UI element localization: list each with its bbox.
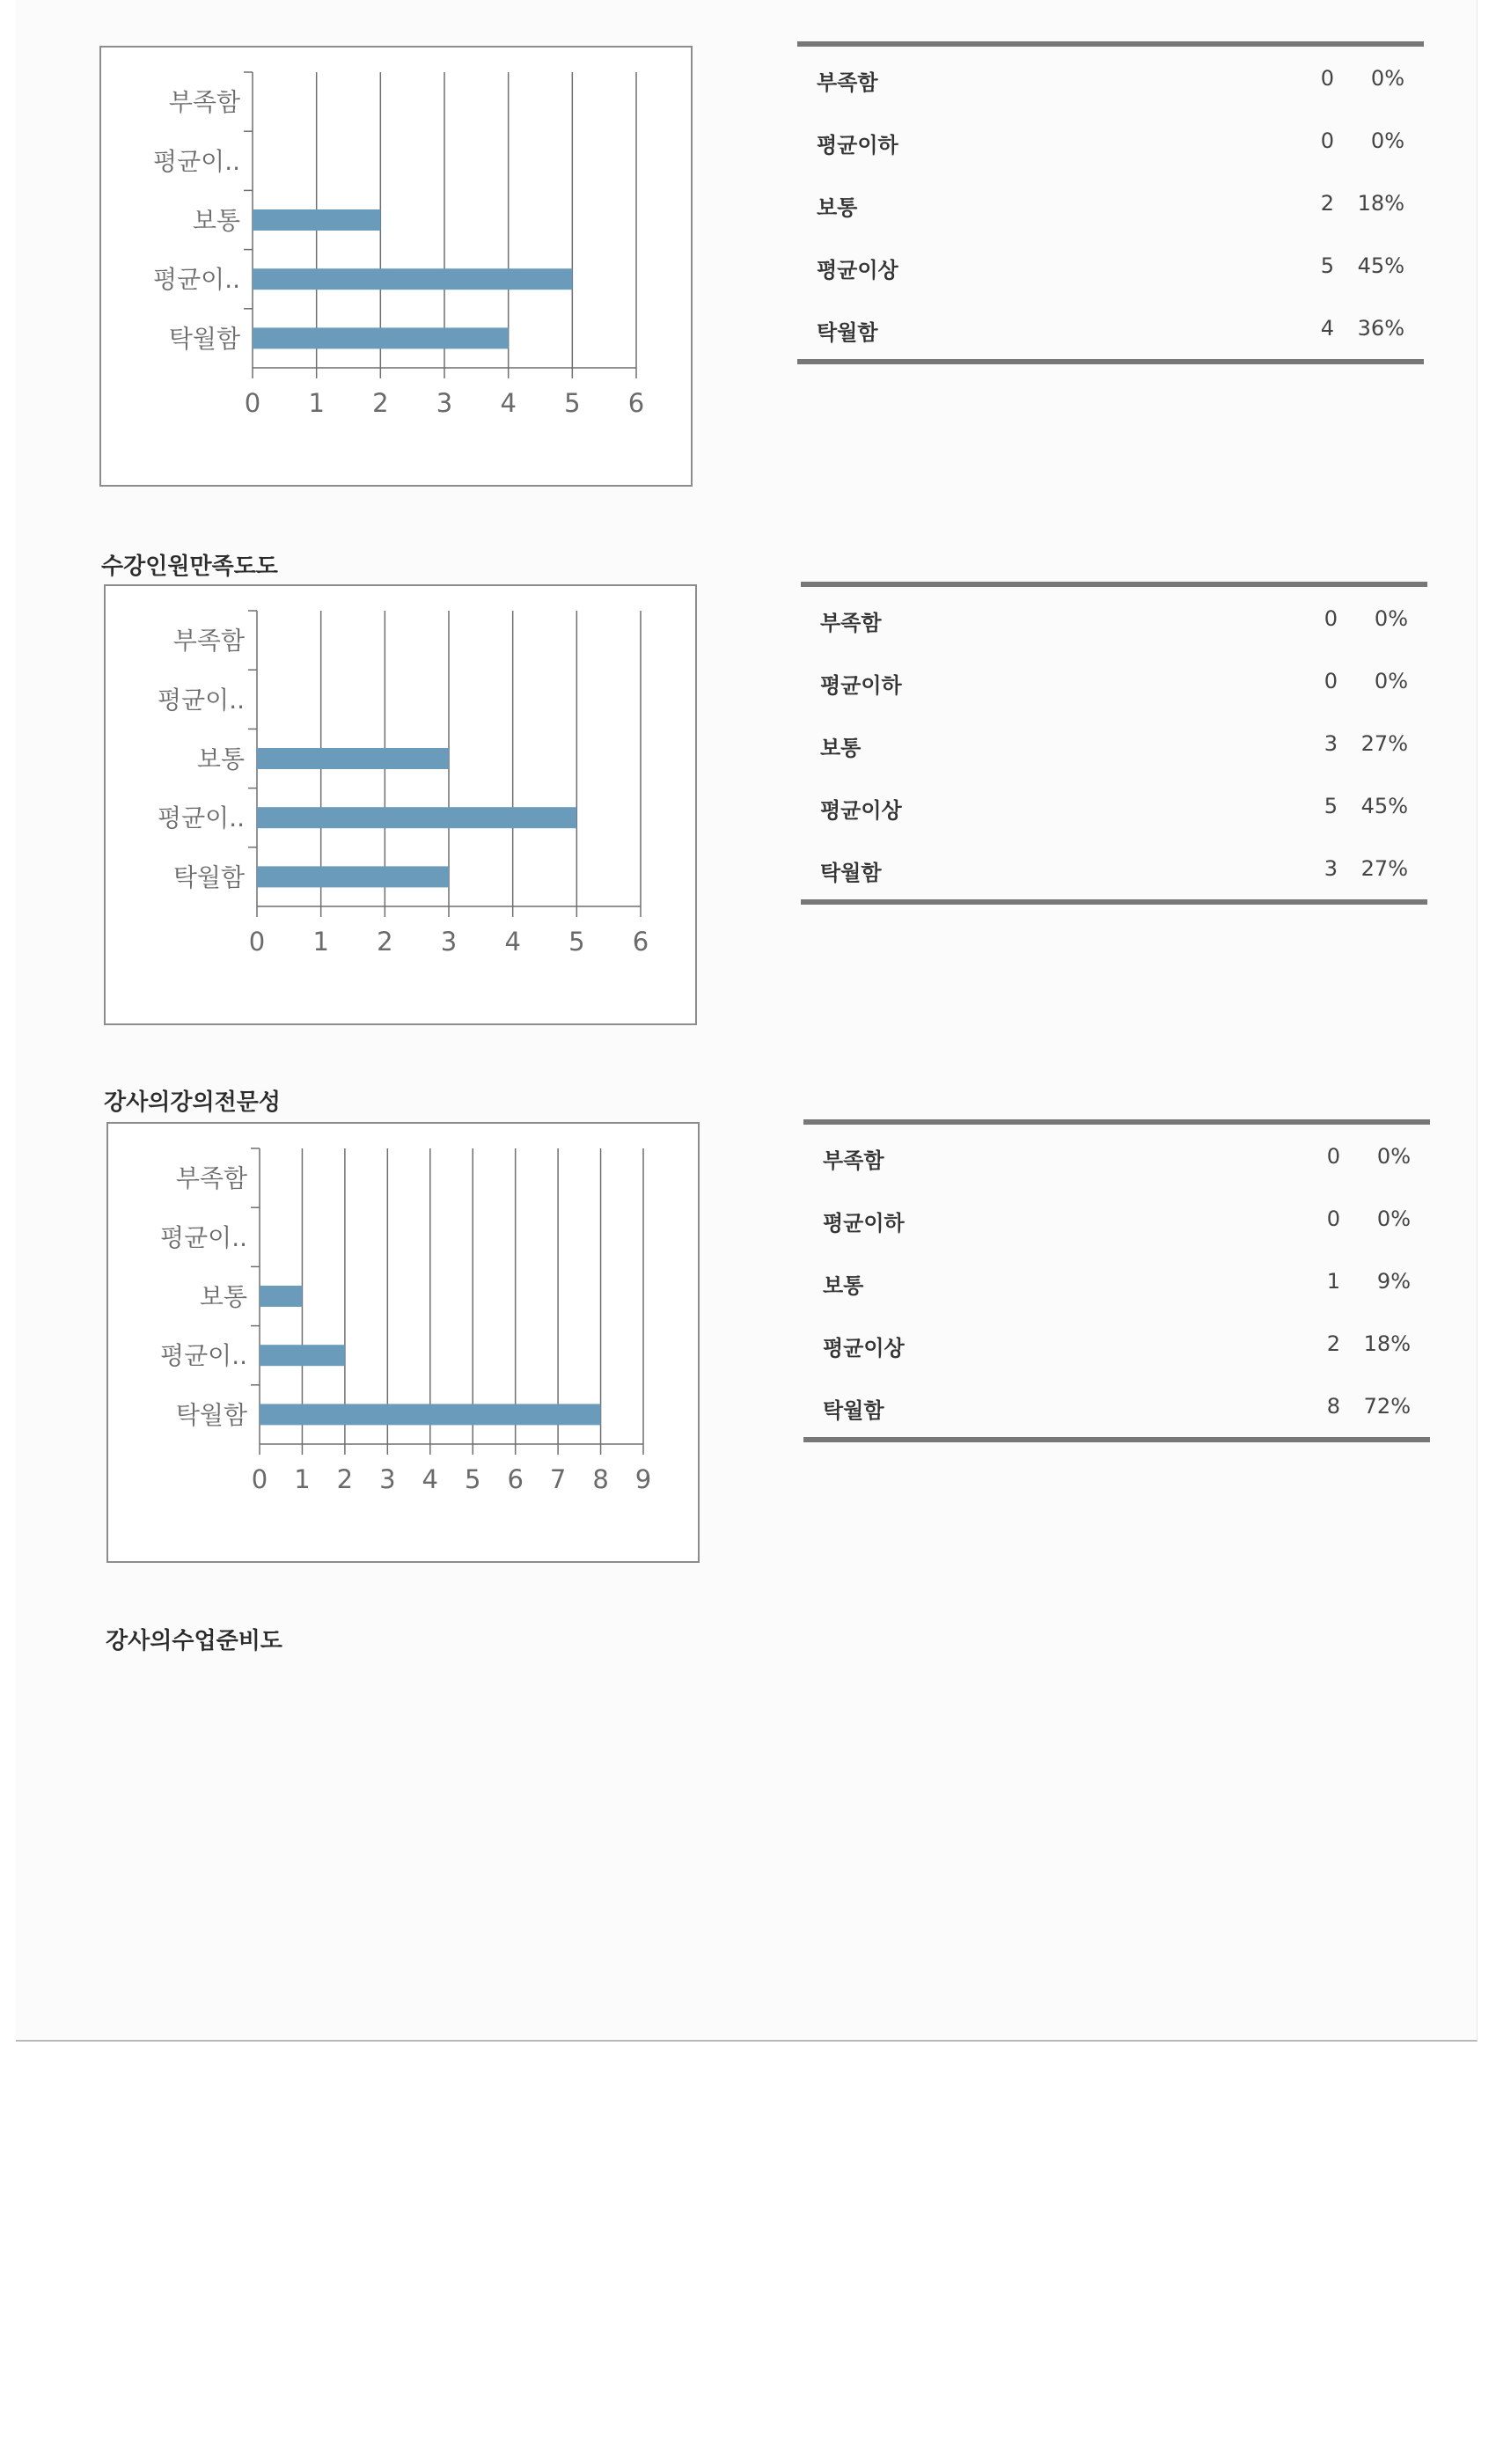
chart-svg <box>108 1124 698 1561</box>
x-tick-label: 5 <box>564 388 581 418</box>
row-count: 0 <box>1324 669 1338 693</box>
row-count: 3 <box>1324 856 1338 881</box>
row-count: 8 <box>1326 1394 1340 1419</box>
row-percent: 9% <box>1376 1269 1411 1294</box>
x-tick-label: 2 <box>336 1464 354 1494</box>
bar-5 <box>260 1404 601 1425</box>
bar-3 <box>257 748 449 769</box>
row-percent: 0% <box>1376 1144 1411 1169</box>
category-label: 부족함 <box>168 87 240 117</box>
x-tick-label: 0 <box>244 388 261 418</box>
x-tick-label: 1 <box>308 388 325 418</box>
row-percent: 45% <box>1360 794 1408 818</box>
table-row <box>801 649 1427 712</box>
x-tick-label: 3 <box>436 388 453 418</box>
category-label: 평균이.. <box>158 685 245 715</box>
x-tick-label: 7 <box>549 1464 567 1494</box>
x-tick-label: 5 <box>464 1464 481 1494</box>
x-tick-label: 4 <box>500 388 517 418</box>
x-tick-label: 2 <box>377 927 393 957</box>
section-title-3: 강사의수업준비도 <box>106 1628 282 1654</box>
bar-chart-3 <box>106 1122 700 1563</box>
table-row <box>797 47 1424 109</box>
x-tick-label: 9 <box>634 1464 652 1494</box>
row-label: 탁월함 <box>820 861 882 885</box>
row-count: 0 <box>1320 66 1334 91</box>
bar-chart-2 <box>104 584 697 1025</box>
table-row <box>797 297 1424 359</box>
x-tick-label: 4 <box>504 927 521 957</box>
bar-5 <box>253 327 509 348</box>
row-label: 보통 <box>820 736 862 760</box>
row-percent: 27% <box>1360 731 1408 756</box>
table-row <box>797 234 1424 297</box>
table-row <box>801 774 1427 837</box>
category-label: 보통 <box>192 206 240 235</box>
category-label: 탁월함 <box>172 862 245 892</box>
row-label: 탁월함 <box>817 320 878 345</box>
row-percent: 36% <box>1357 316 1404 341</box>
x-tick-label: 2 <box>372 388 389 418</box>
x-tick-label: 6 <box>507 1464 524 1494</box>
row-count: 0 <box>1320 128 1334 153</box>
row-percent: 0% <box>1374 606 1408 631</box>
row-label: 보통 <box>823 1273 864 1298</box>
x-tick-label: 3 <box>440 927 458 957</box>
row-label: 평균이상 <box>820 798 902 823</box>
table-row <box>801 712 1427 774</box>
category-label: 보통 <box>196 744 245 774</box>
section-title-2: 강사의강의전문성 <box>104 1089 281 1116</box>
row-percent: 18% <box>1357 191 1404 216</box>
row-count: 4 <box>1320 316 1334 341</box>
chart-svg <box>106 586 695 1023</box>
x-tick-label: 4 <box>422 1464 439 1494</box>
x-tick-label: 1 <box>312 927 329 957</box>
bar-chart-1 <box>99 46 693 487</box>
row-count: 3 <box>1324 731 1338 756</box>
table-row <box>801 587 1427 649</box>
row-label: 부족함 <box>820 611 882 635</box>
table-row <box>803 1312 1430 1375</box>
table-row <box>803 1250 1430 1312</box>
row-percent: 72% <box>1363 1394 1411 1419</box>
x-tick-label: 6 <box>627 388 645 418</box>
row-percent: 0% <box>1374 669 1408 693</box>
category-label: 부족함 <box>175 1163 247 1193</box>
row-count: 5 <box>1320 253 1334 278</box>
table-row <box>797 172 1424 234</box>
row-label: 부족함 <box>823 1148 884 1173</box>
row-count: 0 <box>1326 1206 1340 1231</box>
x-tick-label: 6 <box>632 927 649 957</box>
x-tick-label: 1 <box>294 1464 311 1494</box>
row-count: 0 <box>1326 1144 1340 1169</box>
category-label: 평균이.. <box>153 265 240 295</box>
category-label: 평균이.. <box>160 1222 247 1252</box>
category-label: 보통 <box>199 1282 247 1311</box>
stats-table-1 <box>797 41 1424 364</box>
row-count: 2 <box>1326 1331 1340 1356</box>
x-tick-label: 3 <box>379 1464 396 1494</box>
category-label: 평균이.. <box>158 803 245 833</box>
row-label: 평균이상 <box>817 258 898 282</box>
bar-5 <box>257 866 449 887</box>
row-label: 평균이하 <box>820 673 902 698</box>
row-percent: 0% <box>1370 66 1404 91</box>
x-tick-label: 0 <box>248 927 266 957</box>
table-row <box>803 1375 1430 1437</box>
table-row <box>797 109 1424 172</box>
row-percent: 27% <box>1360 856 1408 881</box>
row-label: 부족함 <box>817 70 878 95</box>
row-count: 1 <box>1326 1269 1340 1294</box>
category-label: 평균이.. <box>160 1341 247 1371</box>
row-count: 2 <box>1320 191 1334 216</box>
row-label: 보통 <box>817 195 858 220</box>
bar-3 <box>260 1286 302 1307</box>
row-label: 탁월함 <box>823 1398 884 1423</box>
category-label: 평균이.. <box>153 146 240 176</box>
chart-svg <box>101 48 691 485</box>
row-percent: 0% <box>1370 128 1404 153</box>
bar-4 <box>257 807 576 828</box>
bar-3 <box>253 209 380 231</box>
x-tick-label: 5 <box>568 927 585 957</box>
category-label: 탁월함 <box>175 1400 247 1430</box>
row-percent: 45% <box>1357 253 1404 278</box>
table-row <box>801 837 1427 899</box>
section-title-1: 수강인원만족도도 <box>101 554 278 580</box>
stats-table-2 <box>801 582 1427 905</box>
row-percent: 0% <box>1376 1206 1411 1231</box>
bar-4 <box>260 1345 345 1366</box>
table-row <box>803 1125 1430 1187</box>
category-label: 부족함 <box>172 626 245 656</box>
row-percent: 18% <box>1363 1331 1411 1356</box>
bar-4 <box>253 268 572 290</box>
stats-table-3 <box>803 1119 1430 1442</box>
table-row <box>803 1187 1430 1250</box>
row-count: 0 <box>1324 606 1338 631</box>
row-label: 평균이하 <box>817 133 898 158</box>
category-label: 탁월함 <box>168 324 240 354</box>
row-label: 평균이하 <box>823 1211 905 1236</box>
x-tick-label: 8 <box>592 1464 609 1494</box>
row-label: 평균이상 <box>823 1336 905 1360</box>
x-tick-label: 0 <box>251 1464 268 1494</box>
row-count: 5 <box>1324 794 1338 818</box>
